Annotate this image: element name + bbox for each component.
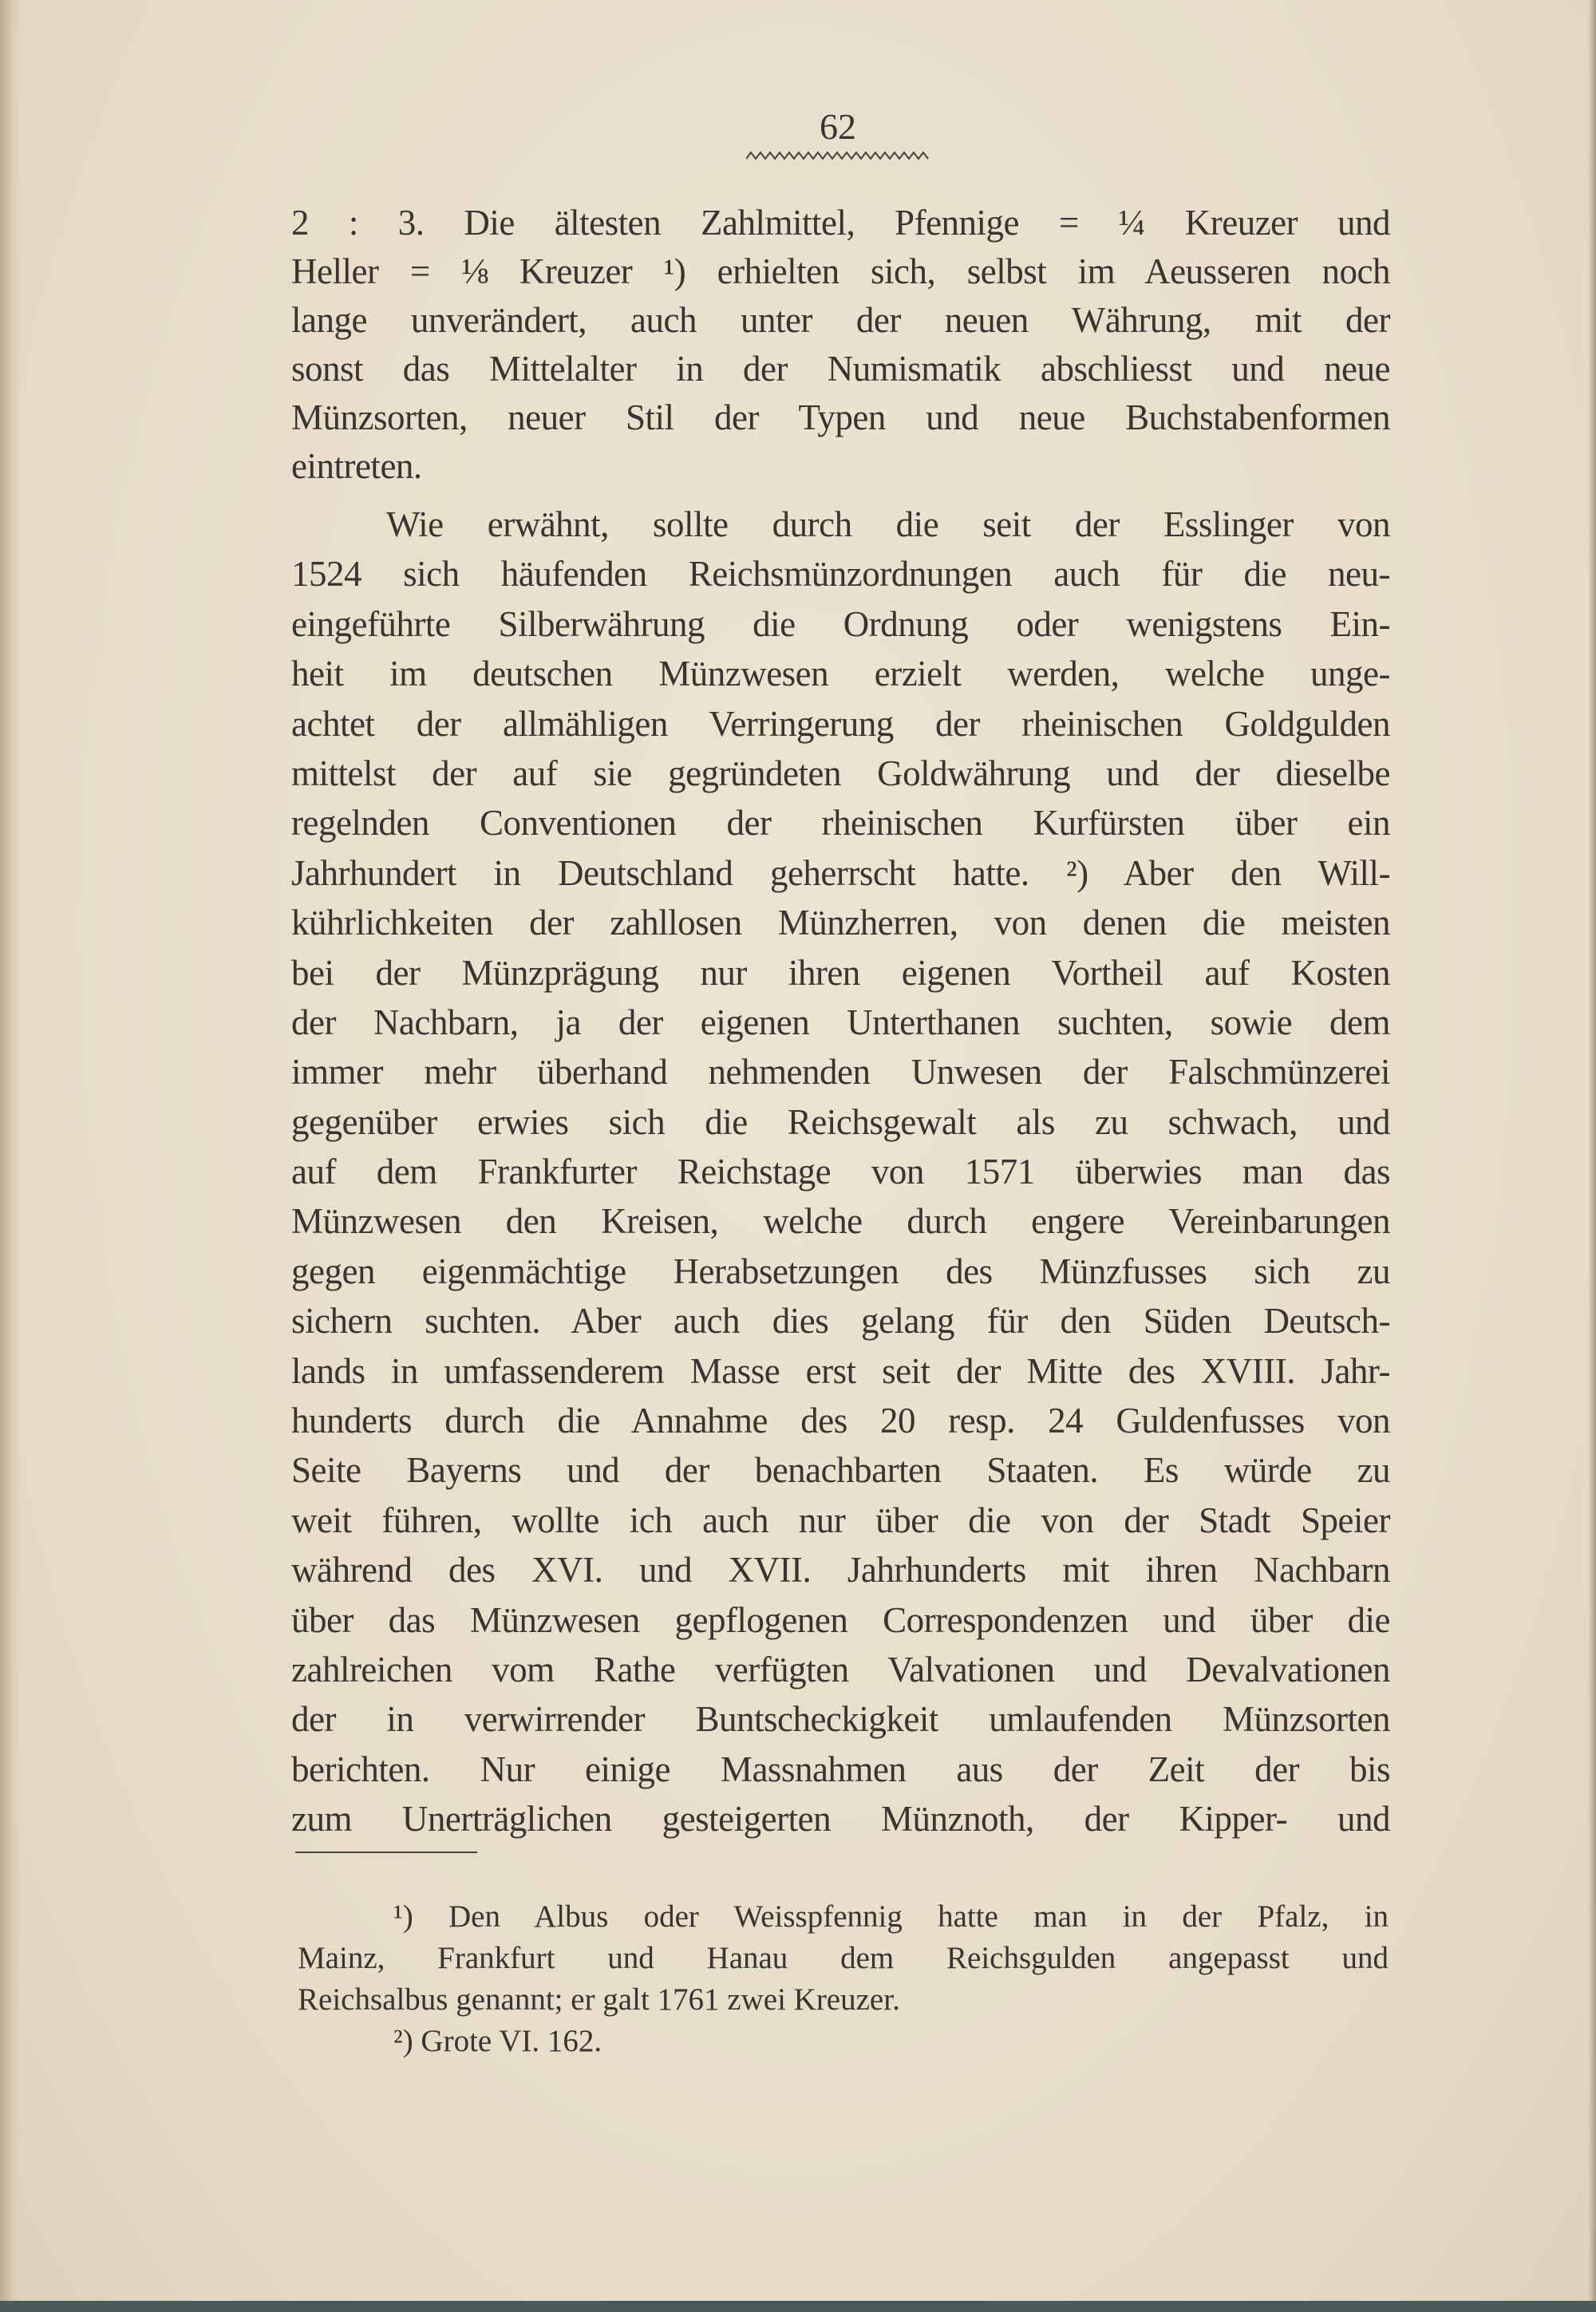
text-line: über das Münzwesen gepflogenen Correspondenzen und über die [291, 1599, 1390, 1640]
text-line: regelnden Conventionen der rheinischen Kurfürsten über ein [291, 803, 1390, 844]
text-line: berichten. Nur einige Massnahmen aus der Zeit der bis [291, 1749, 1390, 1789]
footnotes [298, 1896, 1389, 2062]
text-line: der Nachbarn, ja der eigenen Unterthanen suchten, sowie dem [291, 1002, 1390, 1042]
text-line: Münzsorten, neuer Stil der Typen und neue Buchstabenformen [291, 397, 1390, 437]
text-line: hunderts durch die Annahme des 20 resp. 24 Guldenfusses von [291, 1401, 1390, 1441]
text-line: bei der Münzprägung nur ihren eigenen Vortheil auf Kosten [291, 952, 1390, 993]
text-line: mittelst der auf sie gegründeten Goldwährung und der dieselbe [291, 753, 1390, 793]
text-line: weit führen, wollte ich auch nur über die von der Stadt Speier [291, 1500, 1390, 1540]
text-line: immer mehr überhand nehmenden Unwesen der Falschmünzerei [291, 1052, 1390, 1093]
footnote-line: Reichsalbus genannt; er galt 1761 zwei Kreuzer. [298, 1982, 900, 2017]
page-edge-right [1588, 0, 1596, 2312]
text-line: eingeführte Silberwährung die Ordnung oder wenigstens Ein- [291, 603, 1390, 644]
page-number: 62 [820, 106, 856, 147]
text-line: Jahrhundert in Deutschland geherrscht hatte. ²) Aber den Will- [291, 852, 1390, 893]
text-line: 2 : 3. Die ältesten Zahlmittel, Pfennige = ¼ Kreuzer und [291, 203, 1390, 243]
text-line: heit im deutschen Münzwesen erzielt werden, welche unge- [291, 654, 1390, 694]
text-line: lands in umfassenderem Masse erst seit der Mitte des XVIII. Jahr- [291, 1350, 1390, 1391]
text-line: gegenüber erwies sich die Reichsgewalt als zu schwach, und [291, 1101, 1390, 1142]
text-line: sichern suchten. Aber auch dies gelang für den Süden Deutsch- [291, 1301, 1390, 1342]
text-line: zum Unerträglichen gesteigerten Münznoth, der Kipper- und [291, 1799, 1390, 1840]
footnote-line: ²) Grote VI. 162. [393, 2024, 602, 2058]
text-line: Münzwesen den Kreisen, welche durch engere Vereinbarungen [291, 1201, 1390, 1242]
text-line: auf dem Frankfurter Reichstage von 1571 überwies man das [291, 1152, 1390, 1192]
text-line: gegen eigenmächtige Herabsetzungen des Münzfusses sich zu [291, 1251, 1390, 1291]
footnote-separator [295, 1852, 477, 1853]
text-line: lange unverändert, auch unter der neuen Währung, mit der [291, 300, 1390, 340]
text-line: zahlreichen vom Rathe verfügten Valvationen und Devalvationen [291, 1649, 1390, 1690]
paragraph [291, 500, 1390, 1844]
text-line: der in verwirrender Buntscheckigkeit umlaufenden Münzsorten [291, 1699, 1390, 1740]
footnote-line: ¹) Den Albus oder Weisspfennig hatte man in der Pfalz, in [393, 1899, 1389, 1934]
footnote-line: Mainz, Frankfurt und Hanau dem Reichsgulden angepasst und [298, 1941, 1389, 1975]
paragraph [291, 199, 1390, 491]
text-line: sonst das Mittelalter in der Numismatik abschliesst und neue [291, 349, 1390, 389]
body-text [291, 199, 1390, 1844]
text-line: Wie erwähnt, sollte durch die seit der Esslinger von [386, 504, 1390, 544]
text-line: während des XVI. und XVII. Jahrhunderts mit ihren Nachbarn [291, 1550, 1390, 1591]
text-line: 1524 sich häufenden Reichsmünzordnungen auch für die neu- [291, 554, 1390, 595]
text-line: eintreten. [291, 446, 422, 486]
page-edge-left [0, 0, 21, 2312]
ornamental-wavy-rule [746, 150, 930, 161]
page-edge-bottom [0, 2301, 1596, 2312]
text-line: kührlichkeiten der zahllosen Münzherren, von denen die meisten [291, 903, 1390, 943]
text-line: achtet der allmähligen Verringerung der rheinischen Goldgulden [291, 703, 1390, 744]
text-line: Seite Bayerns und der benachbarten Staaten. Es würde zu [291, 1450, 1390, 1491]
text-line: Heller = ⅛ Kreuzer ¹) erhielten sich, selbst im Aeusseren noch [291, 251, 1390, 291]
